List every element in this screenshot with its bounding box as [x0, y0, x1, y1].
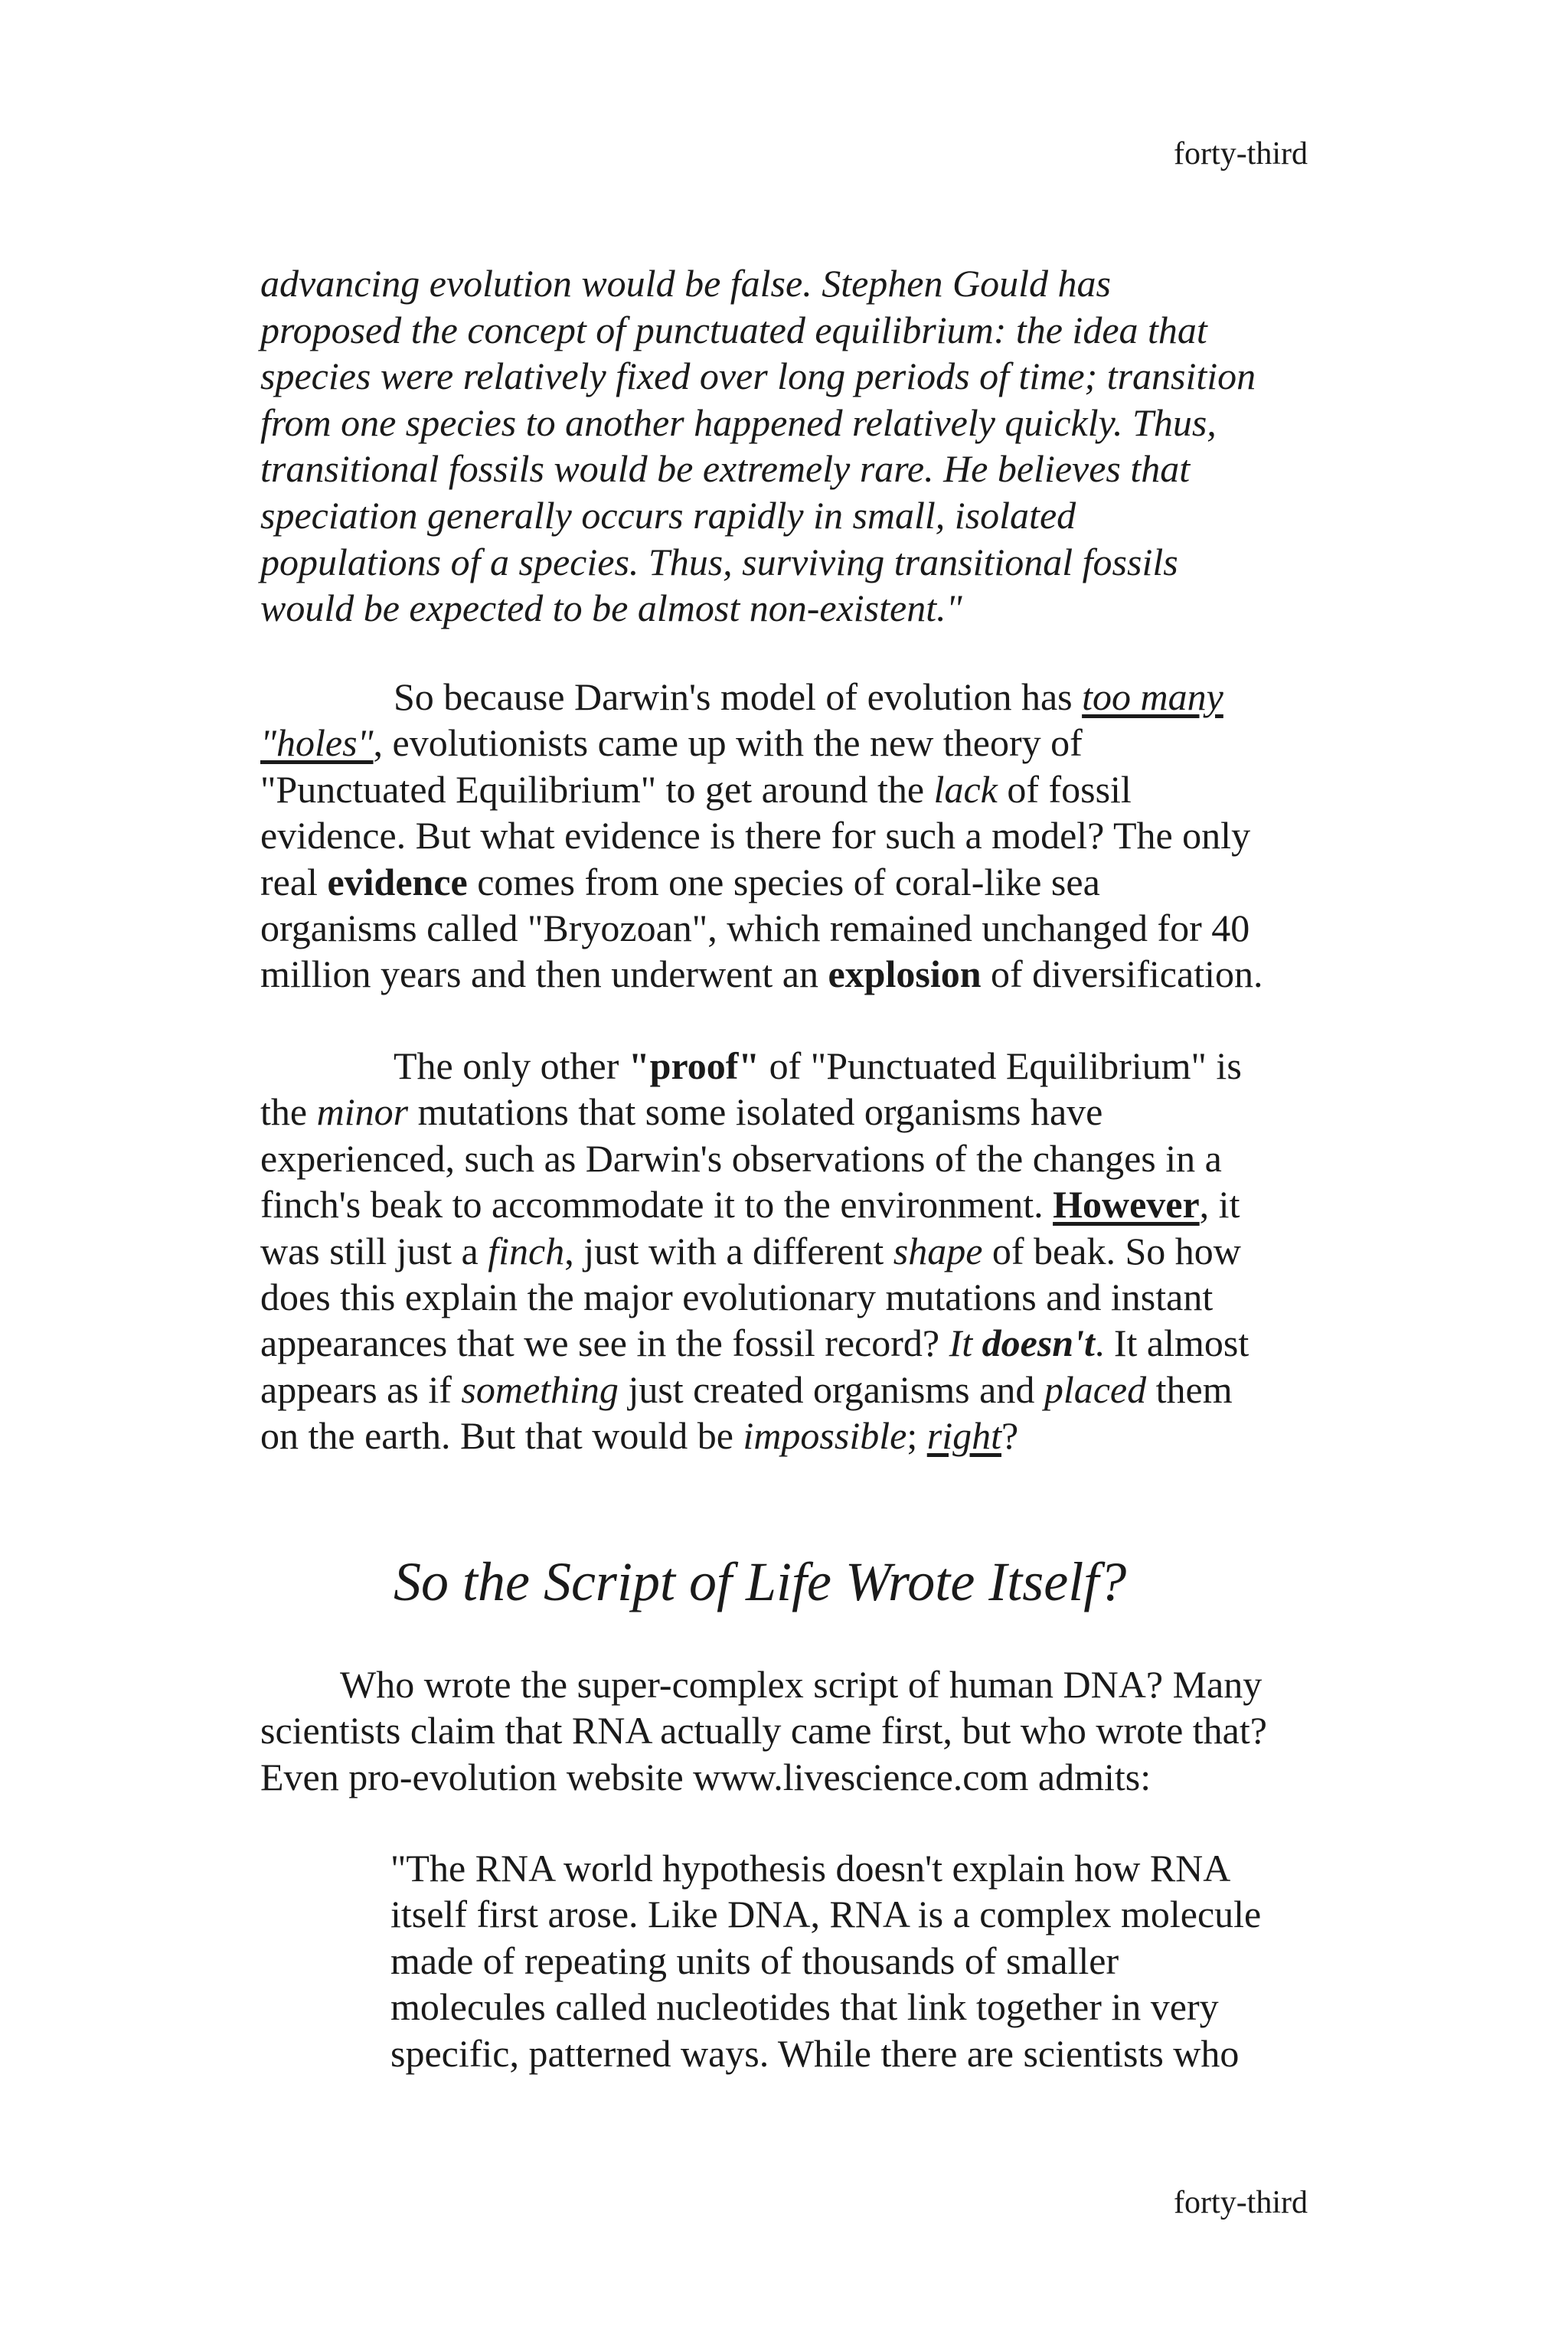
text-line — [260, 1181, 1309, 1227]
underlined-phrase: "holes" — [260, 721, 374, 765]
text-run: , evolutionists came up with the new theory of — [373, 721, 1083, 765]
italic-phrase: minor — [316, 1090, 409, 1134]
text-run: "Punctuated Equilibrium" to get around the — [260, 767, 934, 811]
bold-phrase: evidence — [327, 860, 468, 903]
text-run: comes from one species of coral-like sea — [467, 860, 1100, 903]
text-line: made of repeating units of thousands of smaller — [390, 1939, 1119, 1982]
text-line: populations of a species. Thus, surviving transitional fossils — [260, 540, 1178, 583]
text-line — [260, 1413, 1309, 1459]
text-line: does this explain the major evolutionary mutations and instant — [260, 1275, 1214, 1318]
italic-phrase: lack — [933, 767, 998, 811]
text-line: evidence. But what evidence is there for such a model? The only — [260, 814, 1251, 858]
text-run: of beak. So how — [982, 1229, 1241, 1272]
paragraph-script-of-dna — [260, 1661, 1309, 1800]
text-line: would be expected to be almost non-existent." — [260, 586, 962, 630]
block-quote-rna — [390, 1845, 1309, 2076]
text-run: real — [260, 860, 328, 903]
text-run: mutations that some isolated organisms have — [408, 1090, 1103, 1134]
text-line — [260, 720, 1309, 766]
text-run: just created organisms and — [618, 1367, 1044, 1411]
text-line: proposed the concept of punctuated equilibrium: the idea that — [260, 308, 1207, 351]
text-run: ? — [1001, 1414, 1019, 1458]
italic-phrase: finch — [488, 1229, 565, 1272]
text-run: The only other — [394, 1044, 629, 1087]
text-line: Even pro-evolution website www.livescience.com admits: — [260, 1755, 1152, 1798]
text-line: species were relatively fixed over long periods of time; transition — [260, 354, 1256, 398]
underlined-phrase: too many — [1082, 675, 1223, 718]
text-run: , just with a different — [564, 1229, 893, 1272]
text-line: scientists claim that RNA actually came first, but who wrote that? — [260, 1709, 1267, 1753]
text-run: finch's beak to accommodate it to the environment. — [260, 1183, 1054, 1227]
text-run: of "Punctuated Equilibrium" is — [760, 1044, 1242, 1087]
text-line: experienced, such as Darwin's observations of the changes in a — [260, 1136, 1222, 1180]
text-run: them — [1146, 1367, 1233, 1411]
bold-phrase: explosion — [828, 952, 982, 996]
italic-phrase: placed — [1044, 1367, 1147, 1411]
bold-phrase: "proof" — [628, 1044, 760, 1087]
text-run: appears as if — [260, 1367, 462, 1411]
page-header: forty-third — [1174, 136, 1308, 172]
text-line: transitional fossils would be extremely rare. He believes that — [260, 447, 1191, 491]
text-line: speciation generally occurs rapidly in small, isolated — [260, 493, 1076, 537]
text-line: specific, patterned ways. While there are scientists who — [390, 2031, 1240, 2075]
text-run: . It almost — [1094, 1321, 1250, 1365]
text-line: from one species to another happened relatively quickly. Thus, — [260, 400, 1217, 444]
text-line — [260, 1367, 1309, 1413]
text-line — [260, 766, 1309, 812]
text-run: on the earth. But that would be — [260, 1414, 743, 1458]
text-line: "The RNA world hypothesis doesn't explain how RNA — [390, 1847, 1231, 1890]
text-line: Who wrote the super-complex script of human DNA? Many — [340, 1663, 1263, 1706]
text-line — [260, 859, 1309, 905]
text-line — [260, 1089, 1309, 1135]
text-run: , it — [1199, 1183, 1240, 1227]
italic-phrase: shape — [893, 1229, 983, 1272]
paragraph-other-proof — [260, 1043, 1309, 1459]
text-run: the — [260, 1090, 317, 1134]
text-line — [260, 674, 1309, 720]
page-footer: forty-third — [1174, 2185, 1308, 2220]
text-run: So because Darwin's model of evolution has — [394, 675, 1083, 718]
text-run: was still just a — [260, 1229, 488, 1272]
text-line — [260, 1043, 1309, 1089]
text-line: organisms called "Bryozoan", which remained unchanged for 40 — [260, 906, 1250, 949]
bold-underlined-phrase: However — [1053, 1183, 1200, 1227]
bold-italic-phrase: doesn't — [982, 1321, 1095, 1365]
text-run: appearances that we see in the fossil record? — [260, 1321, 949, 1365]
text-line: itself first arose. Like DNA, RNA is a complex molecule — [390, 1893, 1262, 1936]
quoted-passage-italic — [260, 260, 1309, 632]
italic-phrase: something — [461, 1367, 619, 1411]
underlined-phrase: right — [926, 1414, 1001, 1458]
text-line — [260, 1228, 1309, 1274]
text-line — [260, 951, 1309, 997]
text-line — [260, 1320, 1309, 1366]
section-heading: So the Script of Life Wrote Itself? — [394, 1551, 1127, 1612]
text-run: ; — [906, 1414, 927, 1458]
paragraph-darwin-model — [260, 674, 1309, 998]
italic-phrase: impossible — [743, 1414, 907, 1458]
text-line: molecules called nucleotides that link together in very — [390, 1985, 1219, 2029]
text-run: of diversification. — [981, 952, 1263, 996]
text-run: million years and then underwent an — [260, 952, 828, 996]
italic-phrase: It — [949, 1321, 982, 1365]
text-run: of fossil — [997, 767, 1132, 811]
text-line: advancing evolution would be false. Stephen Gould has — [260, 262, 1111, 305]
